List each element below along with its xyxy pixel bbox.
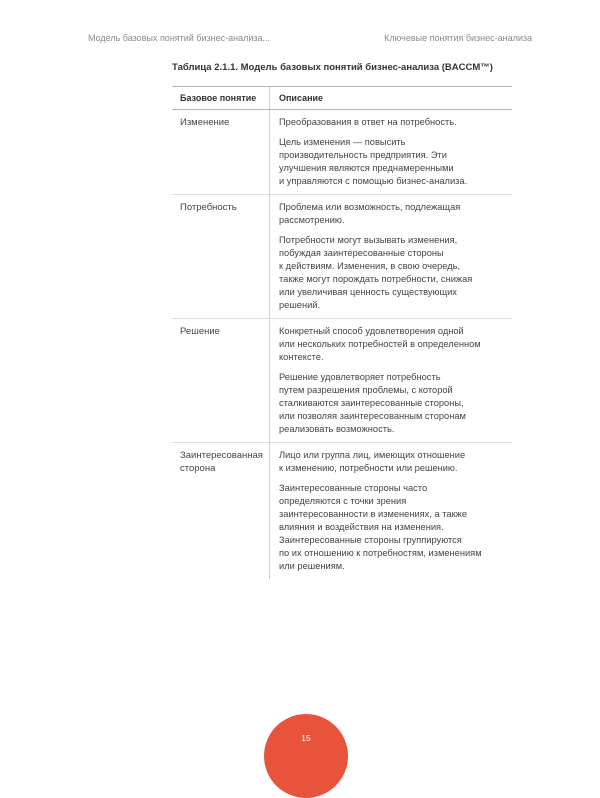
table-row: [172, 443, 512, 579]
column-header-description: Описание: [279, 93, 324, 103]
term-cell: Потребность: [172, 195, 270, 318]
column-header-term: Базовое понятие: [172, 87, 270, 109]
description-paragraph: Потребности могут вызывать изменения, побуждая заинтересованные стороны к действиям. Изменения, в свою очередь, также могут порождать потребности, снижая или увеличивая ценность существующих решений.: [279, 235, 473, 310]
table-caption: Таблица 2.1.1. Модель базовых понятий бизнес-анализа (BACCM™): [172, 62, 493, 73]
description-paragraph: Цель изменения — повысить производительность предприятия. Эти улучшения являются преднамеренными и управляются с помощью бизнес-анализа.: [279, 137, 468, 186]
description-cell: [270, 110, 512, 194]
table-row: [172, 319, 512, 443]
table-row: [172, 195, 512, 319]
page-number: 15: [301, 733, 311, 743]
description-paragraph: Лицо или группа лиц, имеющих отношение к изменению, потребности или решению.: [279, 450, 466, 473]
description-cell: [270, 443, 512, 579]
description-paragraph: Проблема или возможность, подлежащая рассмотрению.: [279, 202, 461, 225]
description-paragraph: Решение удовлетворяет потребность путем разрешения проблемы, с которой сталкиваются заинтересованные стороны, или позволяя заинтересованным сторонам реализовать возможность.: [279, 372, 466, 434]
description-paragraph: Преобразования в ответ на потребность.: [279, 117, 457, 127]
term-cell: Решение: [172, 319, 270, 442]
term-cell: Изменение: [172, 110, 270, 194]
running-header-right: Ключевые понятия бизнес-анализа: [384, 33, 532, 43]
description-paragraph: Заинтересованные стороны часто определяются с точки зрения заинтересованности в изменениях, а также влияния и воздействия на изменения. Заинтересованные стороны группируются по их отношению к потребностям, изменениям или решениям.: [279, 483, 482, 571]
page-number-badge: [264, 714, 348, 798]
description-paragraph: Конкретный способ удовлетворения одной или нескольких потребностей в определенном контексте.: [279, 326, 481, 362]
concepts-table: [172, 86, 512, 579]
table-row: [172, 110, 512, 195]
term-cell: Заинтересованная сторона: [172, 443, 270, 579]
description-cell: [270, 319, 512, 442]
running-header-left: Модель базовых понятий бизнес-анализа...: [88, 33, 271, 43]
description-cell: [270, 195, 512, 318]
table-header-row: [172, 86, 512, 110]
